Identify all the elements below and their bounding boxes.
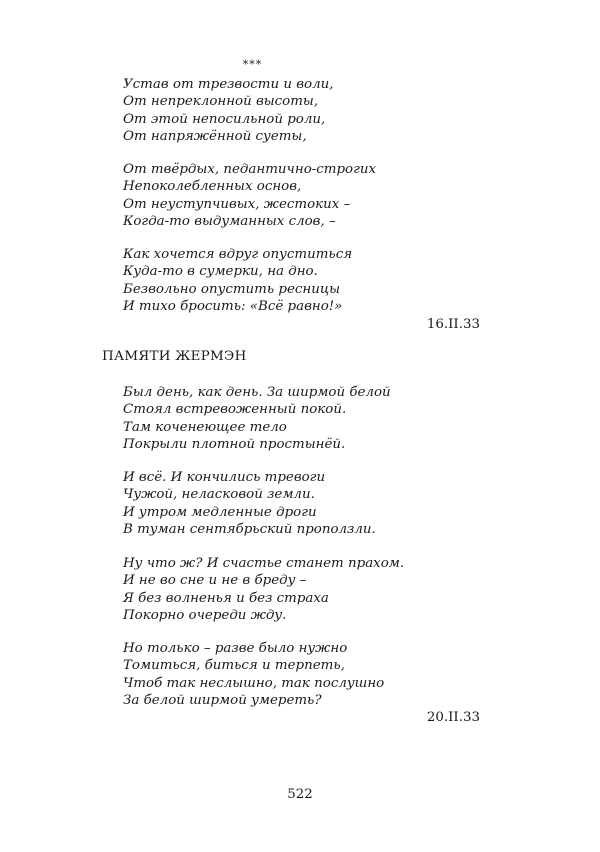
verse-line: От твёрдых, педантично-строгих — [123, 162, 377, 177]
verse-line: Там коченеющее тело — [123, 419, 287, 435]
verse-line: Я без волненья и без страха — [123, 590, 329, 606]
verse-line: Когда-то выдуманных слов, – — [123, 214, 336, 230]
verse-line: От напряжённой суеты, — [123, 129, 307, 145]
poem1-stanza-3 — [123, 246, 503, 316]
poem2-date: 20.II.33 — [426, 710, 480, 725]
poem1-date: 16.II.33 — [426, 317, 480, 332]
verse-line: От этой непосильной роли, — [123, 111, 326, 127]
verse-line: Стоял встревоженный покой. — [123, 402, 347, 418]
poem1-stanza-1 — [123, 76, 503, 146]
verse-line: Покрыли плотной простынёй. — [123, 437, 346, 453]
poem1-stanza-2 — [123, 161, 503, 231]
verse-line: Непоколебленных основ, — [123, 179, 302, 195]
verse-line: Чтоб так неслышно, так послушно — [123, 675, 385, 691]
verse-line: В туман сентябрьский проползли. — [123, 522, 376, 538]
poem2-stanza-1 — [123, 384, 503, 454]
verse-line: От неуступчивых, жестоких – — [123, 196, 351, 212]
poem2-stanza-4 — [123, 640, 503, 710]
verse-line: Но только – разве было нужно — [123, 641, 348, 656]
verse-line: Чужой, неласковой земли. — [123, 487, 315, 503]
poem2-stanza-2 — [123, 469, 503, 539]
poem2-title: ПАМЯТИ ЖЕРМЭН — [102, 349, 247, 364]
verse-line: Устав от трезвости и воли, — [123, 77, 334, 92]
verse-line: И утром медленные дроги — [123, 504, 317, 520]
poem-separator: *** — [242, 58, 263, 71]
verse-line: Безвольно опустить ресницы — [123, 281, 341, 297]
verse-line: Как хочется вдруг опуститься — [123, 247, 353, 262]
verse-line: За белой ширмой умереть? — [123, 693, 322, 709]
verse-line: Покорно очереди жду. — [123, 608, 287, 624]
verse-line: И не во сне и не в бреду – — [123, 573, 307, 589]
verse-line: Куда-то в сумерки, на дно. — [123, 264, 318, 280]
verse-line: Ну что ж? И счастье станет прахом. — [123, 556, 405, 571]
page-number: 522 — [287, 787, 313, 802]
verse-line: И тихо бросить: «Всё равно!» — [123, 299, 343, 315]
poem2-stanza-3 — [123, 555, 503, 625]
verse-line: Был день, как день. За ширмой белой — [123, 385, 391, 400]
verse-line: И всё. И кончились тревоги — [123, 470, 326, 485]
verse-line: Томиться, биться и терпеть, — [123, 658, 345, 674]
verse-line: От непреклонной высоты, — [123, 94, 319, 110]
